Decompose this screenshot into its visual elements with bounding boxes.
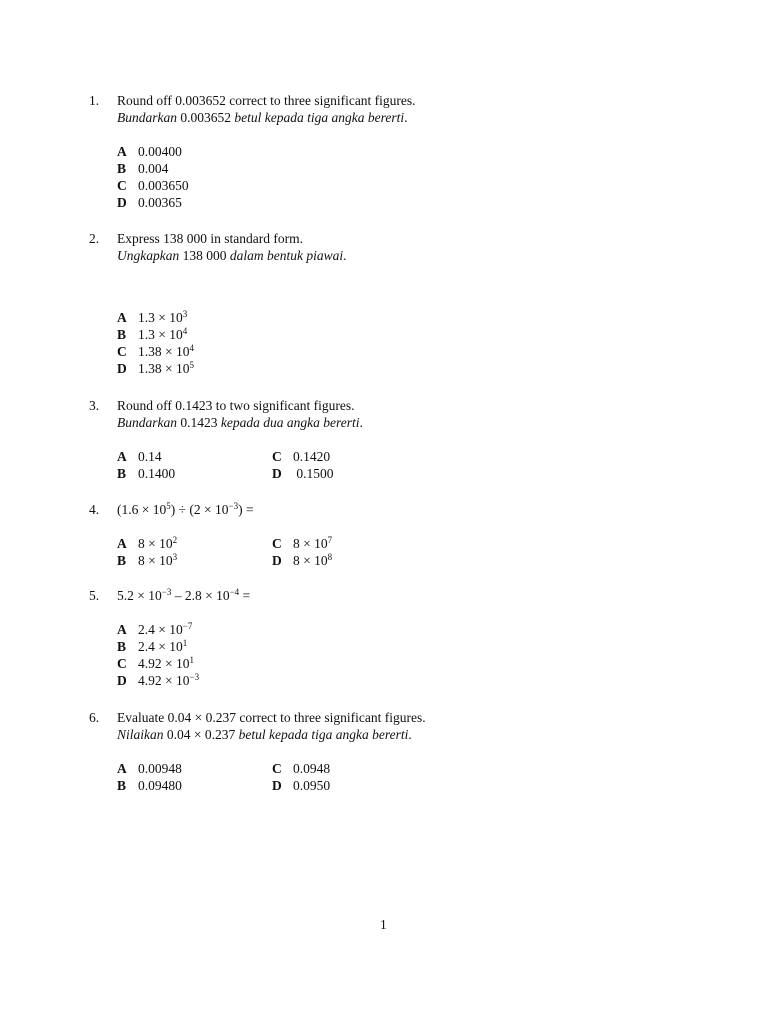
question-number: 3. [89,398,100,413]
question-body [117,709,717,794]
option-b[interactable]: B 0.1400 [117,466,176,481]
option-a[interactable]: A 0.00400 [117,144,182,159]
question-number: 1. [89,93,100,108]
question-text-malay: Nilaikan 0.04 × 0.237 betul kepada tiga angka bererti. [117,727,412,742]
option-c[interactable]: C $8 \times 10^7$ [272,535,333,551]
question-text-malay: Bundarkan 0.1423 kepada dua angka bererti. [117,415,363,430]
question-body [117,501,717,569]
question-number: 2. [89,231,100,246]
option-c[interactable]: C 0.0948 [272,761,331,776]
option-c[interactable]: C 0.1420 [272,449,331,464]
answer-options [117,760,717,794]
option-c[interactable]: C 0.003650 [117,178,189,193]
option-b[interactable]: B 0.09480 [117,778,182,793]
option-b[interactable]: B $2.4 \times 10^1$ [117,638,188,654]
question-body [117,587,717,689]
option-a[interactable]: A $2.4 \times 10^{-7}$ [117,621,193,637]
question-body [117,92,717,211]
answer-options [117,621,717,689]
question-body [117,397,717,482]
option-d[interactable]: D $4.92 \times 10^{-3}$ [117,672,200,688]
option-c[interactable]: C $1.38 \times 10^4$ [117,343,194,359]
question-text-english: Round off 0.1423 to two significant figures. [117,398,355,413]
question-body [117,230,717,377]
question-expression: $5.2 \times 10^{-3} - 2.8 \times 10^{-4}$ = [117,587,251,603]
question-number: 5. [89,588,100,603]
option-d[interactable]: D 0.0950 [272,778,331,793]
question-text-malay: Bundarkan 0.003652 betul kepada tiga angka bererti. [117,110,408,125]
option-a[interactable]: A 0.14 [117,449,162,464]
answer-options [117,535,717,569]
option-row [117,465,717,482]
option-d[interactable]: D 0.00365 [117,195,182,210]
option-d[interactable]: D $8 \times 10^8$ [272,552,333,568]
option-row [117,760,717,777]
question-text-english: Evaluate 0.04 × 0.237 correct to three significant figures. [117,710,426,725]
answer-options [117,143,717,211]
option-d[interactable]: D $1.38 \times 10^5$ [117,360,194,376]
option-row [117,535,717,552]
option-row [117,552,717,569]
question-text-english: Express 138 000 in standard form. [117,231,303,246]
option-d[interactable]: D 0.1500 [272,466,334,481]
option-b[interactable]: B $8 \times 10^3$ [117,552,178,568]
question-number: 6. [89,710,100,725]
answer-options [117,309,717,377]
question-expression: $(1.6 \times 10^5) \div (2 \times 10^{-3})$ = [117,501,254,517]
page-number: 1 [380,917,387,932]
option-c[interactable]: C $4.92 \times 10^1$ [117,655,194,671]
option-b[interactable]: B $1.3 \times 10^4$ [117,326,188,342]
option-b[interactable]: B 0.004 [117,161,169,176]
option-a[interactable]: A $1.3 \times 10^3$ [117,309,188,325]
option-row [117,777,717,794]
question-text-english: Round off 0.003652 correct to three significant figures. [117,93,416,108]
question-text-malay: Ungkapkan 138 000 dalam bentuk piawai. [117,248,347,263]
option-a[interactable]: A $8 \times 10^2$ [117,535,178,551]
question-number: 4. [89,502,100,517]
answer-options [117,448,717,482]
option-a[interactable]: A 0.00948 [117,761,182,776]
option-row [117,448,717,465]
